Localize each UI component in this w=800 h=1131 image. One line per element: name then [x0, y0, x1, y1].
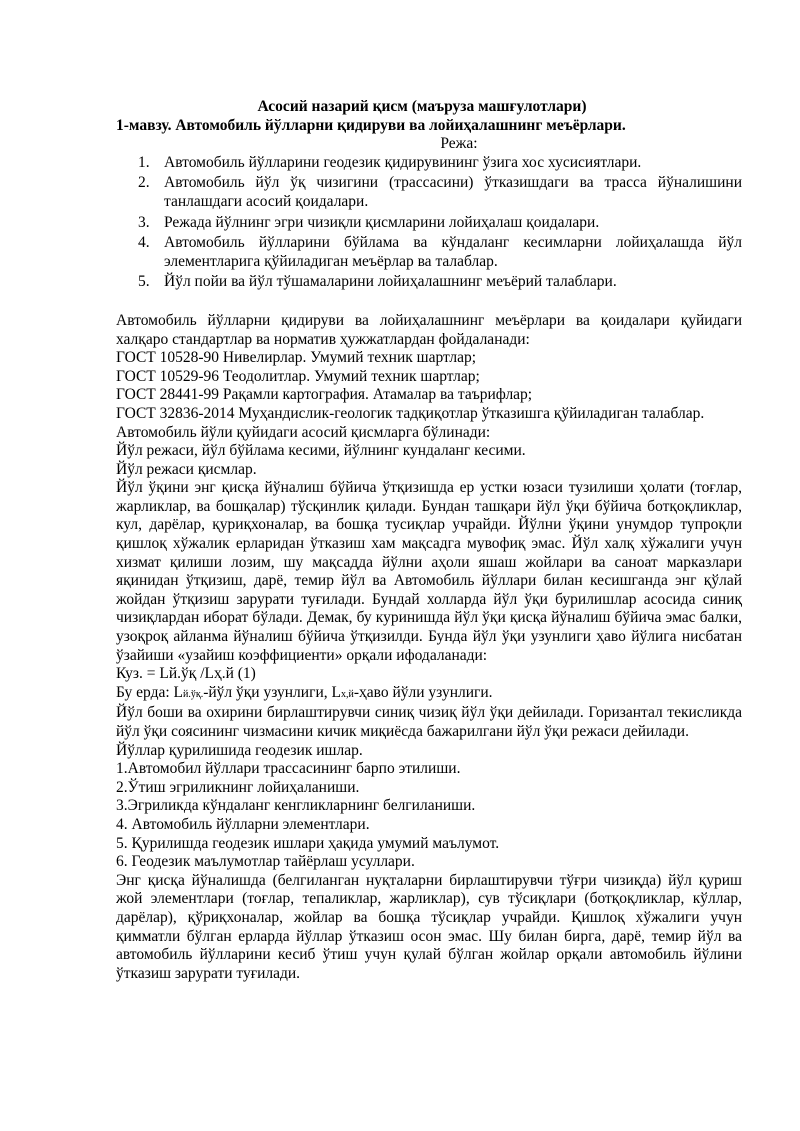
section-heading: Асосий назарий қисм (маъруза машғулотлари) — [257, 98, 587, 115]
plan-item — [116, 154, 742, 173]
geodetic-item: 1.Автомобил йўллари трассасининг барпо этилиши. — [116, 760, 461, 778]
plan-item-number: 4. — [138, 234, 150, 252]
spacer — [116, 294, 742, 312]
explanation-part: -ҳаво йўли узунлиги. — [353, 683, 493, 701]
plan-item-text: Автомобиль йўл ўқ чизигини (трассасини) ўтказишдаги ва трасса йўналишини танлашдаги асосий қоидалари. — [164, 174, 742, 210]
plan-item — [116, 273, 742, 292]
gost-line: ГОСТ 32836-2014 Муҳандислик-геологик тадқиқотлар ўтказишга қўйиладиган талаблар. — [116, 404, 705, 422]
topic-title: 1-мавзу. Автомобиль йўлларни қидируви ва лойиҳалашнинг меъёрлари. — [116, 116, 626, 134]
plan-item-text: Автомобиль йўлларини геодезик қидирувининг ўзига хос хусисиятлари. — [164, 153, 642, 171]
geodetic-item: 5. Қурилишда геодезик ишлари ҳақида умумий маълумот. — [116, 834, 500, 852]
plan-list — [116, 154, 742, 292]
geodetic-item: 6. Геодезик маълумотлар тайёрлаш усуллари. — [116, 853, 415, 871]
plan-item-text: Йўл пойи ва йўл тўшамаларини лойиҳалашнинг меъёрий талаблари. — [164, 273, 617, 291]
plan-item-number: 2. — [138, 174, 150, 192]
gost-line: ГОСТ 28441-99 Рақамли картография. Атамалар ва таърифлар; — [116, 386, 533, 404]
plan-item-text: Автомобиль йўлларини бўйлама ва кўндаланг кесимларни лойиҳалашда йўл элементларига қўйиладиган меъёрлар ва талаблар. — [164, 234, 742, 270]
plan-item-number: 5. — [138, 273, 150, 291]
gost-line: ГОСТ 10528-90 Нивелирлар. Умумий техник шартлар; — [116, 349, 477, 367]
parts-intro: Автомобиль йўли қуйидаги асосий қисмларга бўлинади: — [116, 423, 491, 441]
parts-line: Йўл режаси, йўл бўйлама кесими, йўлнинг кундаланг кесими. — [116, 442, 526, 460]
gost-line: ГОСТ 10529-96 Теодолитлар. Умумий техник шартлар; — [116, 367, 480, 385]
subscript: х,й — [340, 688, 354, 700]
intro-paragraph: Автомобиль йўлларни қидируви ва лойиҳалашнинг меъёрлари ва қоидалари қуйидаги халқаро стандартлар ва норматив ҳужжатлардан фойдаланади: — [116, 311, 742, 348]
geodetic-item: 3.Эгриликда кўндаланг кенгликларнинг белгиланиши. — [116, 797, 476, 815]
explanation-part: -йўл ўқи узунлиги, L — [203, 683, 341, 701]
plan-parts-line: Йўл режаси қисмлар. — [116, 460, 257, 478]
geodetic-item: 2.Ўтиш эгриликнинг лойиҳаланиши. — [116, 778, 360, 796]
formula-explanation — [116, 684, 742, 705]
plan-item-text: Режада йўлнинг эгри чизиқли қисмларини лойиҳалаш қоидалари. — [164, 213, 600, 231]
plan-item — [116, 234, 742, 271]
main-paragraph: Йўл ўқини энг қисқа йўналиш бўйича ўтқизишда ер устки юзаси тузилиши ҳолати (тоғлар, жарликлар, ва бошқалар) тўсқинлик қилади. Бундан ташқари йўл ўқи бўйича ботқоқликлар, кул, дарёлар, қуриқхоналар, ва бошқа тусиқлар учрайди. Йўлни ўқини унумдор тупроқли қишлоқ хўжалик ерларидан ўтказиш хам мақсадга мувофиқ эмас. Йўл халқ хўжалиги учун хизмат қилиши лозим, шу мақсадда йўлни аҳоли яшаш жойлари ва саноат марказлари яқинидан ўтқизиш, дарё, темир йўл ва Автомобиль йўллари билан кесишганда энг қўлай жойдан ўтқизиш зарурати туғилади. Бундай холларда йўл ўқи бурилишлар асосида синиқ чизиқлардан иборат бўлади. Демак, бу куринишда йўл ўқи қисқа йўналиш бўйича эмас балки, узоқроқ айланма йўналиш бўйича ўтқизилди. Бунда йўл ўқи узунлиги ҳаво йўлига нисбатан ўзайиши «узайиш коэффициенти» орқали ифодаланади: — [116, 479, 742, 664]
definition-paragraph: Йўл боши ва охирини бирлаштирувчи синиқ чизиқ йўл ўқи дейилади. Горизантал текисликда йўл ўқи соясининг чизмасини кичик миқиёсда бажарилгани йўл ўқи режаси дейилади. — [116, 704, 742, 740]
subscript: й.ўқ. — [182, 688, 204, 700]
plan-item-number: 1. — [138, 153, 150, 171]
plan-item — [116, 174, 742, 211]
geodetic-item: 4. Автомобиль йўлларни элементлари. — [116, 815, 370, 833]
plan-item-number: 3. — [138, 213, 150, 231]
explanation-part: Бу ерда: L — [116, 683, 183, 701]
formula: Куз. = Lй.ўқ /Lҳ.й (1) — [116, 665, 256, 683]
geodetic-title: Йўллар қурилишида геодезик ишлар. — [116, 741, 363, 759]
plan-label: Режа: — [440, 135, 478, 153]
document-content — [116, 98, 742, 983]
last-paragraph: Энг қисқа йўналишда (белгиланган нуқталарни бирлаштирувчи тўғри чизиқда) йўл қуриш жой элементлари (тоғлар, тепаликлар, жарликлар), сув тўсиқлари (ботқоқликлар, кўллар, дарёлар), қўриқхоналар, жойлар ва бошқа тўсиқлар учрайди. Қишлоқ хўжалиги учун қимматли бўлган ерларда йўллар ўтказиш осон эмас. Шу билан бирга, дарё, темир йўл ва автомобиль йўлларини кесиб ўтиш учун қулай бўлган жойлар орқали автомобиль йўлини ўтказиш зарурати туғилади. — [116, 871, 742, 982]
plan-item — [116, 214, 742, 233]
